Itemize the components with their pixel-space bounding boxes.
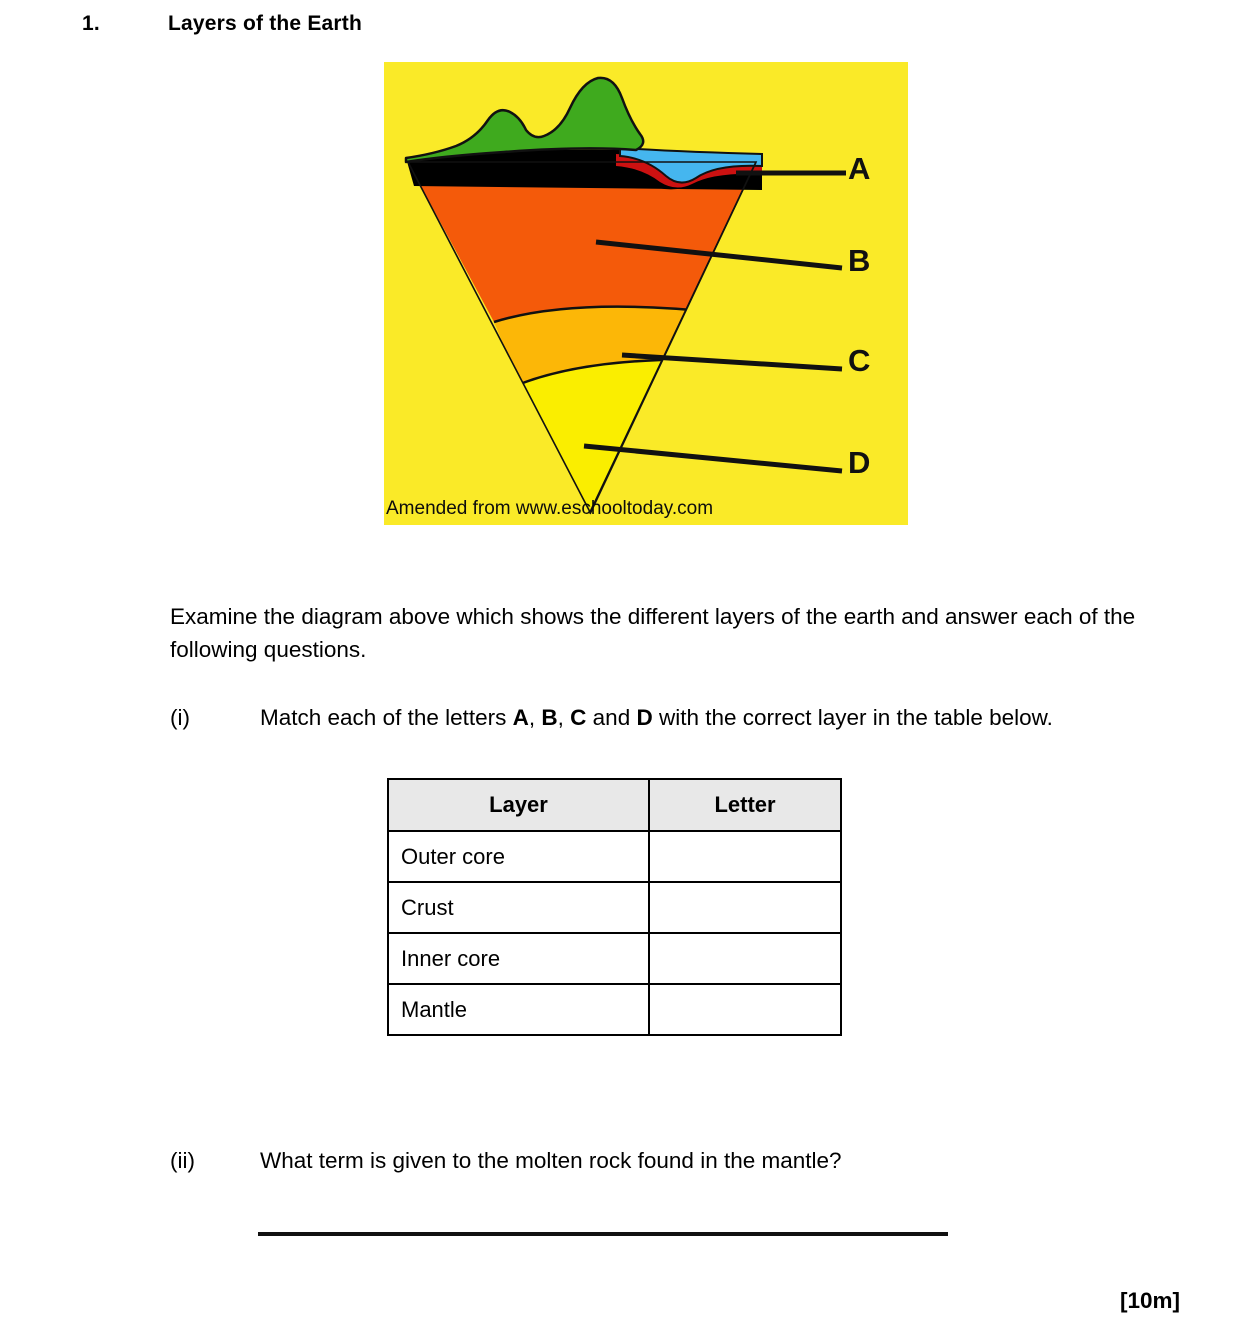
letter-answer-cell[interactable] [649, 933, 841, 984]
layer-name-cell: Outer core [388, 831, 649, 882]
table-row [388, 882, 841, 933]
part-marker-i: (i) [170, 705, 190, 730]
layer-name-cell: Crust [388, 882, 649, 933]
part-i-letter-d: D [636, 705, 653, 730]
layer-name-cell: Mantle [388, 984, 649, 1035]
letter-answer-cell[interactable] [649, 831, 841, 882]
diagram-label-c: C [848, 343, 871, 378]
table-header-row [388, 779, 841, 831]
part-i-letter-c: C [570, 705, 587, 730]
column-header-letter: Letter [649, 779, 841, 831]
table-row [388, 984, 841, 1035]
figure-attribution: Amended from www.eschooltoday.com [386, 498, 714, 519]
diagram-label-a: A [848, 151, 871, 186]
question-number: 1. [82, 12, 100, 35]
page-title: Layers of the Earth [168, 12, 363, 35]
leader-line-d [584, 446, 842, 471]
land-surface [406, 78, 643, 162]
question-part-i [170, 701, 1190, 734]
part-text-ii: What term is given to the molten rock found in the mantle? [260, 1148, 842, 1173]
diagram-label-d: D [848, 445, 871, 480]
marks-allocation: [10m] [1119, 1288, 1180, 1313]
layer-name-cell: Inner core [388, 933, 649, 984]
answer-line[interactable] [258, 1232, 948, 1236]
intro-paragraph: Examine the diagram above which shows the different layers of the earth and answer each of the following questions. [170, 604, 1136, 662]
earth-cross-section-illustration [384, 62, 908, 525]
earth-layers-figure [384, 62, 908, 525]
question-part-ii [170, 1144, 1190, 1177]
letter-answer-cell[interactable] [649, 984, 841, 1035]
part-marker-ii: (ii) [170, 1148, 195, 1173]
column-header-layer: Layer [388, 779, 649, 831]
letter-answer-cell[interactable] [649, 882, 841, 933]
part-i-letter-b: B [541, 705, 558, 730]
table-row [388, 831, 841, 882]
part-i-text-before: Match each of the letters [260, 705, 513, 730]
diagram-label-b: B [848, 243, 871, 278]
table-row [388, 933, 841, 984]
part-text-i: Match each of the letters A, B, C and D with the correct layer in the table below. [260, 705, 1053, 730]
part-i-letter-a: A [512, 705, 529, 730]
layer-letter-table [387, 778, 842, 1036]
part-i-text-after: with the correct layer in the table below. [652, 705, 1053, 730]
